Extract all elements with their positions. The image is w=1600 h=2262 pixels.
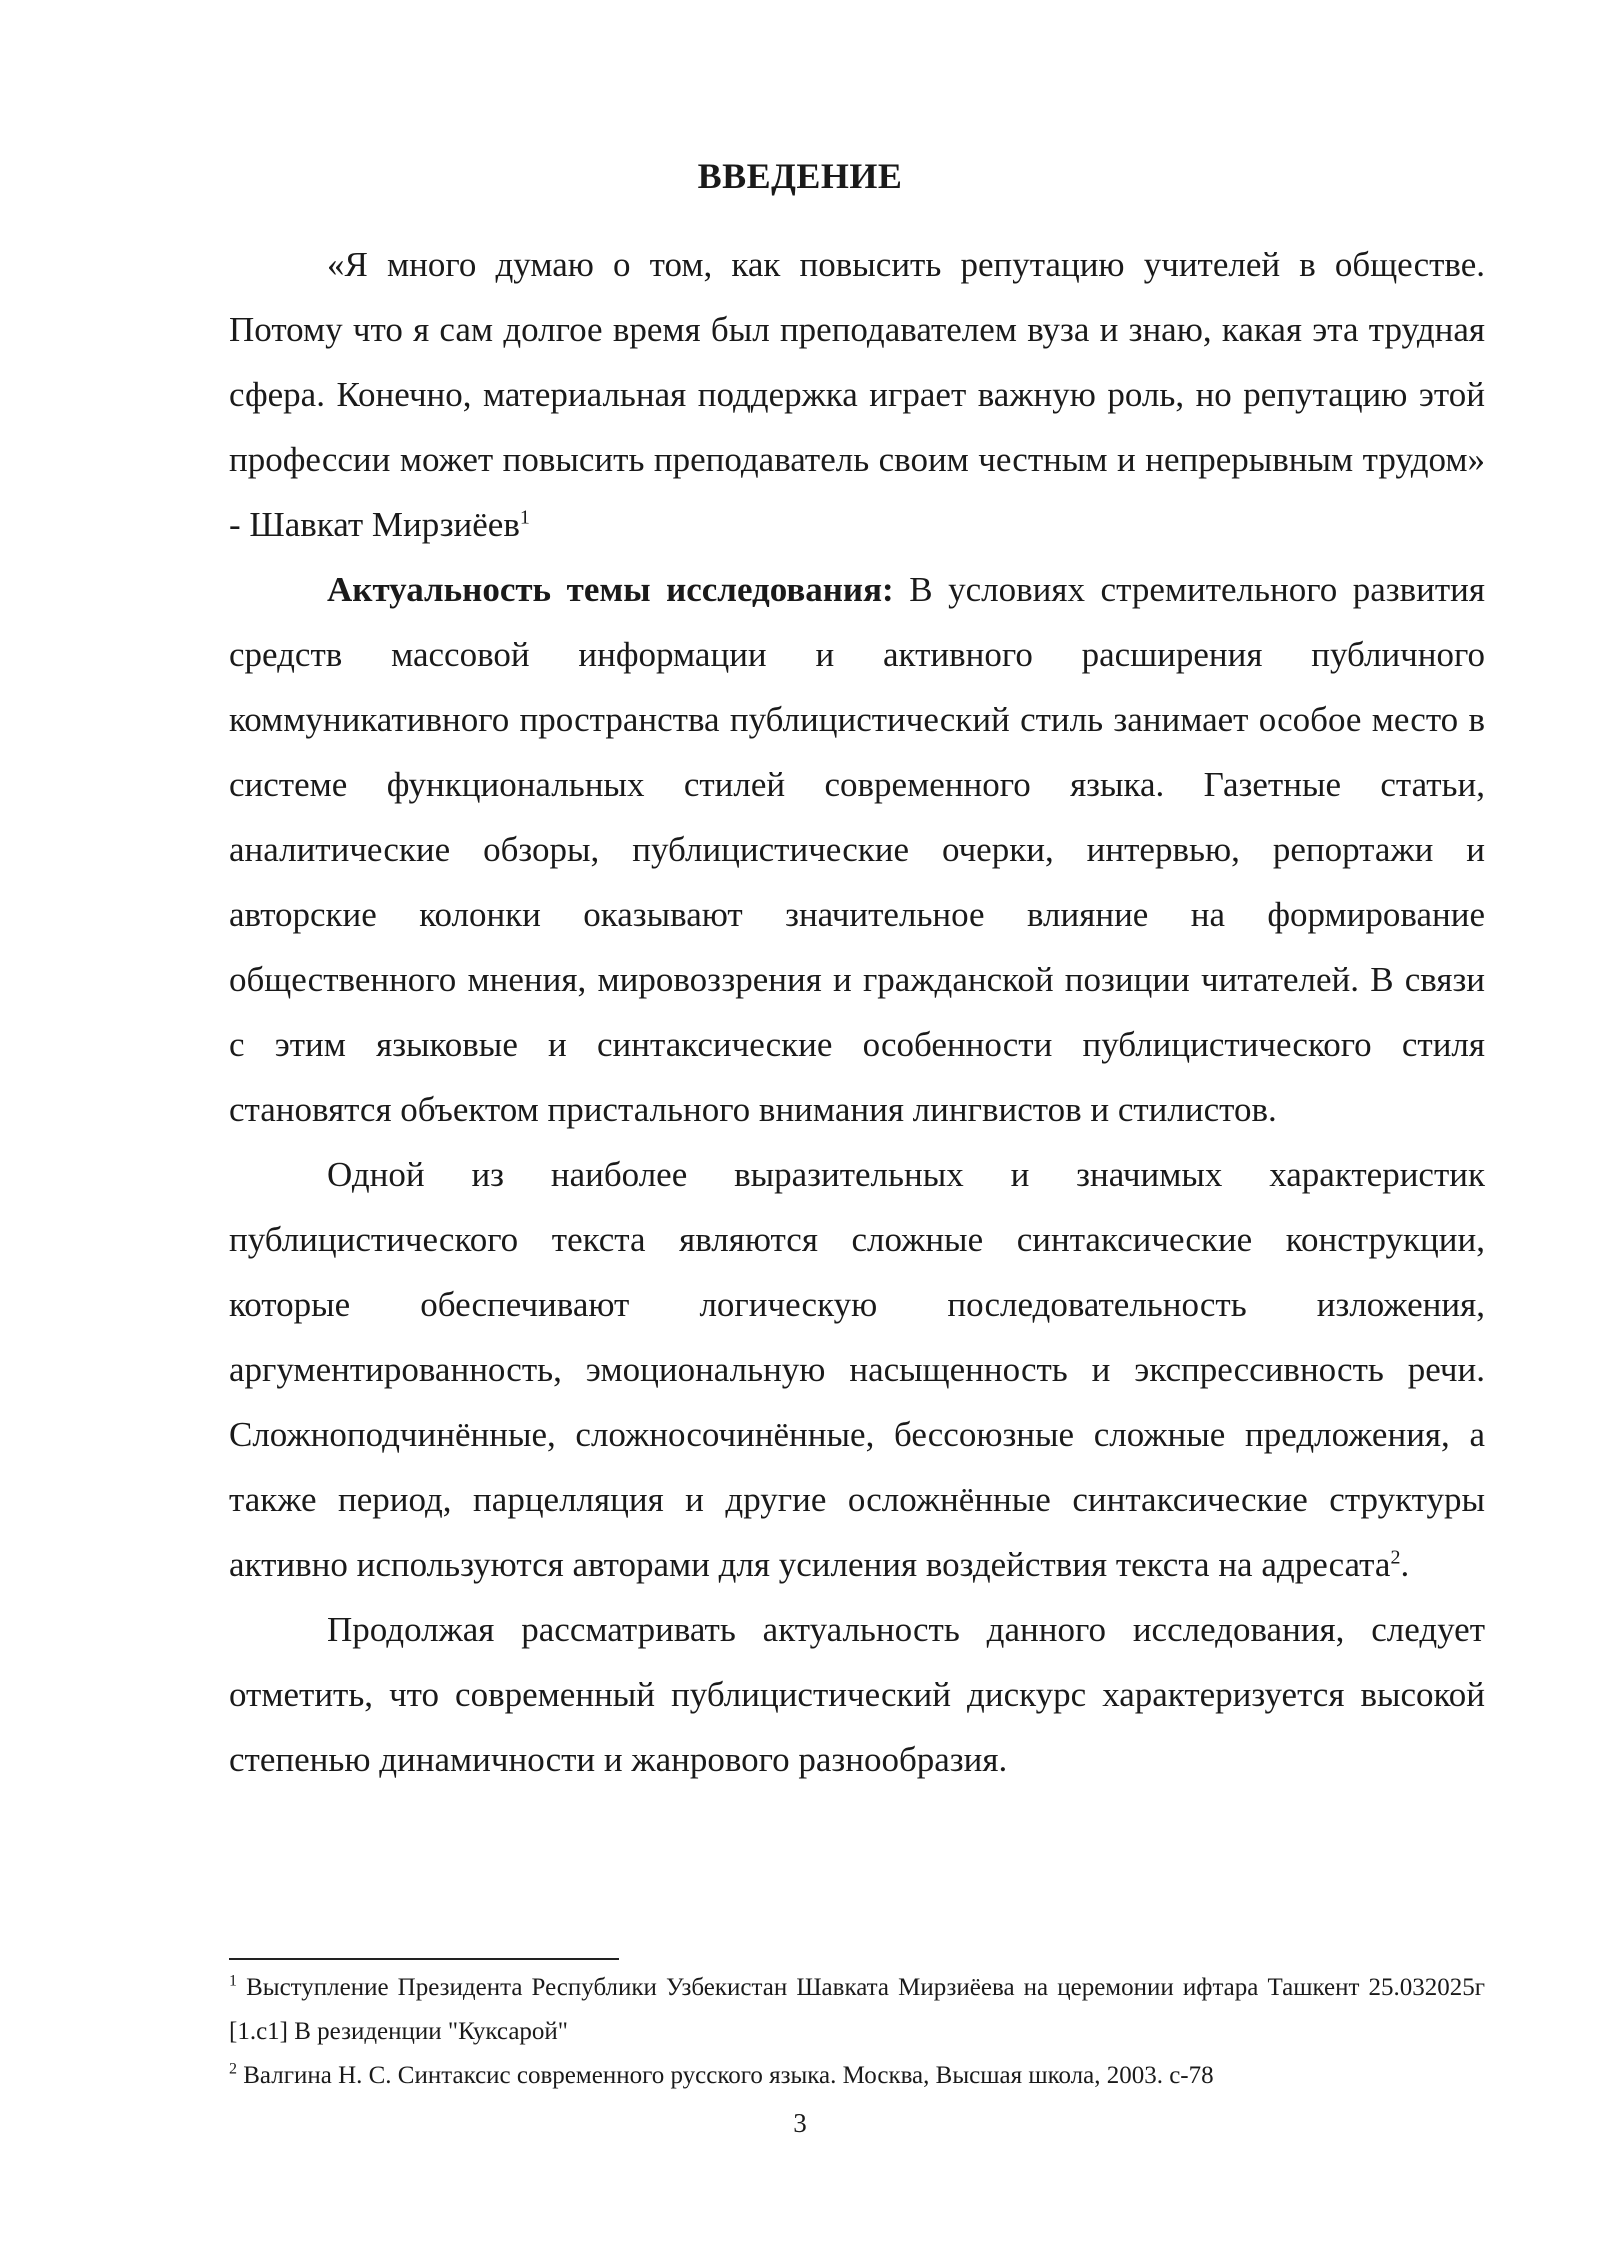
footnotes — [229, 1966, 1485, 2098]
footnote-separator — [229, 1958, 619, 1960]
page-title: ВВЕДЕНИЕ — [697, 156, 903, 196]
page-number: 3 — [793, 2108, 807, 2138]
body-text — [229, 232, 1485, 1792]
paragraph-relevance — [229, 557, 1485, 1142]
footnote-number: 2 — [229, 2060, 237, 2078]
footnote-1 — [229, 1966, 1485, 2054]
footnote-ref-1[interactable]: 1 — [519, 506, 530, 529]
paragraph-lead: Актуальность темы исследования: — [327, 570, 894, 609]
paragraph-text: Продолжая рассматривать актуальность данного исследования, следует отметить, что современный публицистический дискурс характеризуется высокой степенью динамичности и жанрового разнообразия. — [229, 1610, 1485, 1779]
paragraph-text: В условиях стремительного развития средств массовой информации и активного расширения публичного коммуникативного пространства публицистический стиль занимает особое место в системе функциональных стилей современного языка. Газетные статьи, аналитические обзоры, публицистические очерки, интервью, репортажи и авторские колонки оказывают значительное влияние на формирование общественного мнения, мировоззрения и гражданской позиции читателей. В связи с этим языковые и синтаксические особенности публицистического стиля становятся объектом пристального внимания лингвистов и стилистов. — [229, 570, 1486, 1129]
footnote-text: Валгина Н. С. Синтаксис современного русского языка. Москва, Высшая школа, 2003. с-78 — [237, 2062, 1214, 2089]
paragraph-quote — [229, 232, 1485, 557]
paragraph-text: Одной из наиболее выразительных и значимых характеристик публицистического текста являются сложные синтаксические конструкции, которые обеспечивают логическую последовательность изложения, аргументированность, эмоциональную насыщенность и экспрессивность речи. Сложноподчинённые, сложносочинённые, бессоюзные сложные предложения, а также период, парцелляция и другие осложнённые синтаксические структуры активно используются авторами для усиления воздействия текста на адресата — [229, 1155, 1485, 1584]
footnote-ref-2[interactable]: 2 — [1390, 1546, 1401, 1569]
paragraph-syntax — [229, 1142, 1485, 1597]
footnote-2 — [229, 2054, 1485, 2098]
paragraph-text: «Я много думаю о том, как повысить репутацию учителей в обществе. Потому что я сам долгое время был преподавателем вуза и знаю, какая эта трудная сфера. Конечно, материальная поддержка играет важную роль, но репутацию этой профессии может повысить преподаватель своим честным и непрерывным трудом» - Шавкат Мирзиёев — [229, 245, 1485, 544]
footnote-text: Выступление Президента Республики Узбекистан Шавката Мирзиёева на церемонии ифтара Ташкент 25.032025г [1.с1] В резиденции "Куксарой" — [229, 1974, 1485, 2045]
footnote-number: 1 — [229, 1972, 237, 1990]
paragraph-continuation — [229, 1597, 1485, 1792]
paragraph-tail: . — [1400, 1545, 1410, 1584]
